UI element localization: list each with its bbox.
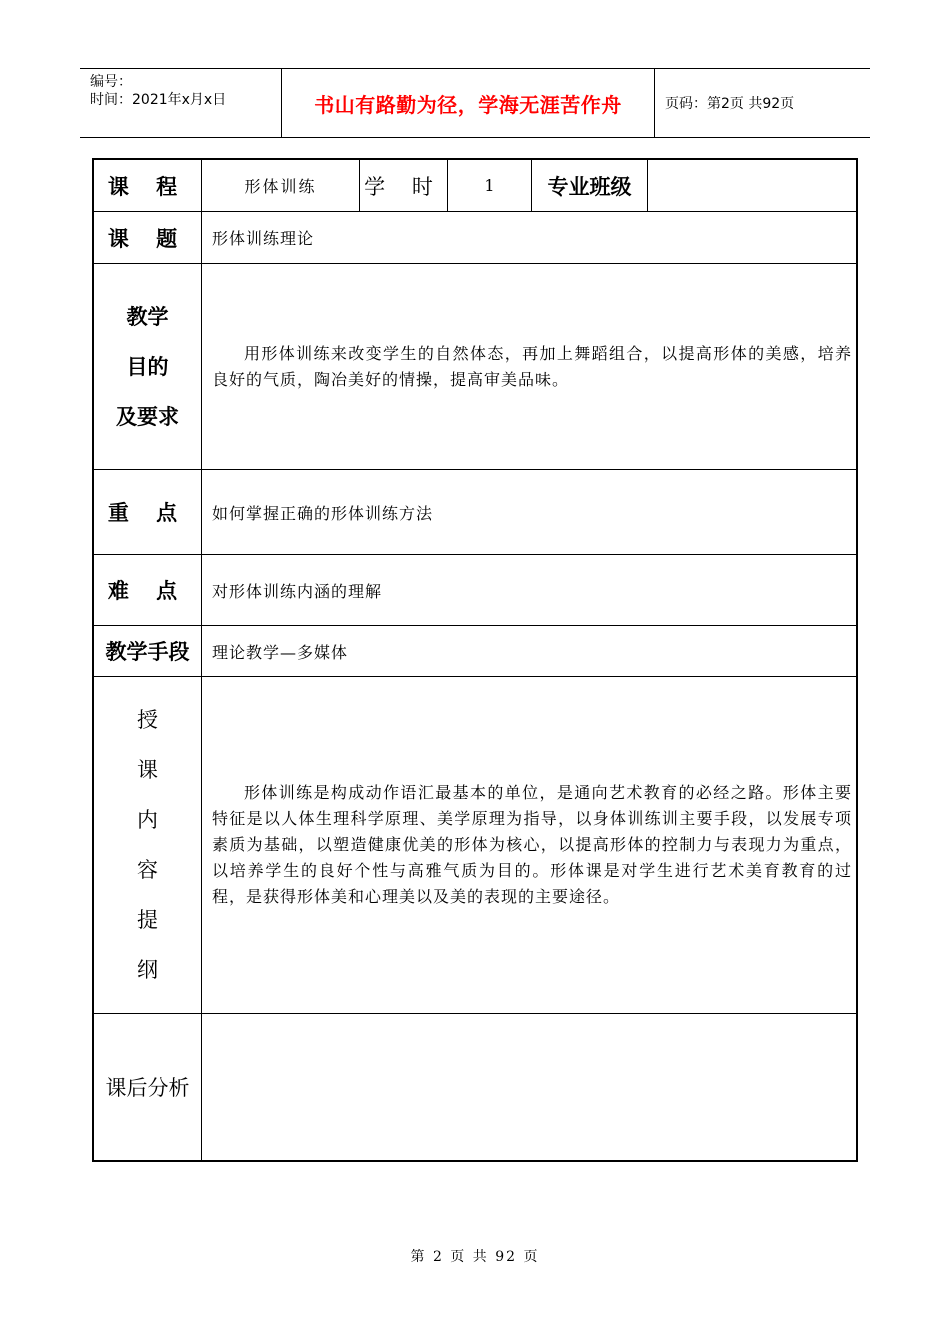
goal-text: 用形体训练来改变学生的自然体态，再加上舞蹈组合，以提高形体的美感，培养良好的气质，陶冶美好的情操，提高审美品味。 <box>212 343 852 389</box>
means-label: 教学手段 <box>105 640 190 664</box>
course-label: 课 程 <box>107 174 188 199</box>
goal-label-line: 教学 <box>126 304 169 329</box>
outline-label-char: 内 <box>137 808 158 832</box>
page-header <box>80 68 870 138</box>
outline-label-char: 授 <box>137 708 158 732</box>
analysis-value-cell <box>212 1014 852 1160</box>
outline-label-char: 课 <box>137 758 158 782</box>
column-divider <box>201 160 202 1160</box>
key-value-cell <box>212 470 852 554</box>
goal-label-line: 目的 <box>126 354 169 379</box>
goal-label-line: 及要求 <box>116 404 179 429</box>
analysis-label-cell <box>94 1014 201 1160</box>
outline-label-char: 提 <box>137 908 158 932</box>
goal-label-cell <box>94 264 201 469</box>
means-value-cell <box>212 626 852 676</box>
course-value: 形体训练 <box>244 177 317 196</box>
means-label-cell <box>94 626 201 676</box>
difficulty-label-cell <box>94 555 201 625</box>
outline-label-cell <box>94 677 201 1013</box>
course-value-cell <box>202 160 359 211</box>
goal-text-cell <box>212 264 852 469</box>
hours-label-cell <box>360 160 447 211</box>
key-label-cell <box>94 470 201 554</box>
lesson-plan-table <box>92 158 858 1162</box>
outline-label-char: 容 <box>137 858 158 882</box>
header-meta <box>80 69 282 137</box>
topic-value-cell <box>212 212 852 263</box>
key-label: 重 点 <box>107 501 188 525</box>
footer-page-number: 第 2 页 共 92 页 <box>410 1249 540 1265</box>
key-value: 如何掌握正确的形体训练方法 <box>212 503 434 523</box>
header-motto-cell <box>282 69 655 137</box>
means-value: 理论教学—多媒体 <box>212 642 349 662</box>
hours-value-cell <box>448 160 531 211</box>
topic-value: 形体训练理论 <box>212 229 315 248</box>
outline-text: 形体训练是构成动作语汇最基本的单位，是通向艺术教育的必经之路。形体主要特征是以人体生理科学原理、美学原理为指导，以身体训练训主要手段，以发展专项素质为基础，以塑造健康优美的形体为核心，以提高形体的控制力与表现力为重点，以培养学生的良好个性与高雅气质为目的。形体课是对学生进行艺术美育教育的过程，是获得形体美和心理美以及美的表现的主要途径。 <box>212 783 852 906</box>
class-value-cell <box>648 160 856 211</box>
topic-label-cell <box>94 212 201 263</box>
topic-label: 课 题 <box>107 226 188 251</box>
course-label-cell <box>94 160 201 211</box>
document-time: 时间：2021年x月x日 <box>90 92 227 108</box>
difficulty-value-cell <box>212 555 852 625</box>
header-page-cell <box>655 69 870 137</box>
hours-label: 学 时 <box>364 174 443 199</box>
difficulty-value: 对形体训练内涵的理解 <box>212 581 383 601</box>
header-page-info: 页码：第2页 共92页 <box>665 96 795 112</box>
class-label: 专业班级 <box>547 174 632 199</box>
outline-label-char: 纲 <box>137 958 158 982</box>
document-number-label: 编号： <box>90 74 132 90</box>
motto-text: 书山有路勤为径，学海无涯苦作舟 <box>314 92 622 117</box>
class-label-cell <box>532 160 647 211</box>
analysis-label: 课后分析 <box>105 1076 190 1100</box>
page-footer <box>0 1246 950 1266</box>
difficulty-label: 难 点 <box>107 579 188 603</box>
hours-value: 1 <box>484 176 495 195</box>
outline-text-cell <box>212 677 852 1013</box>
